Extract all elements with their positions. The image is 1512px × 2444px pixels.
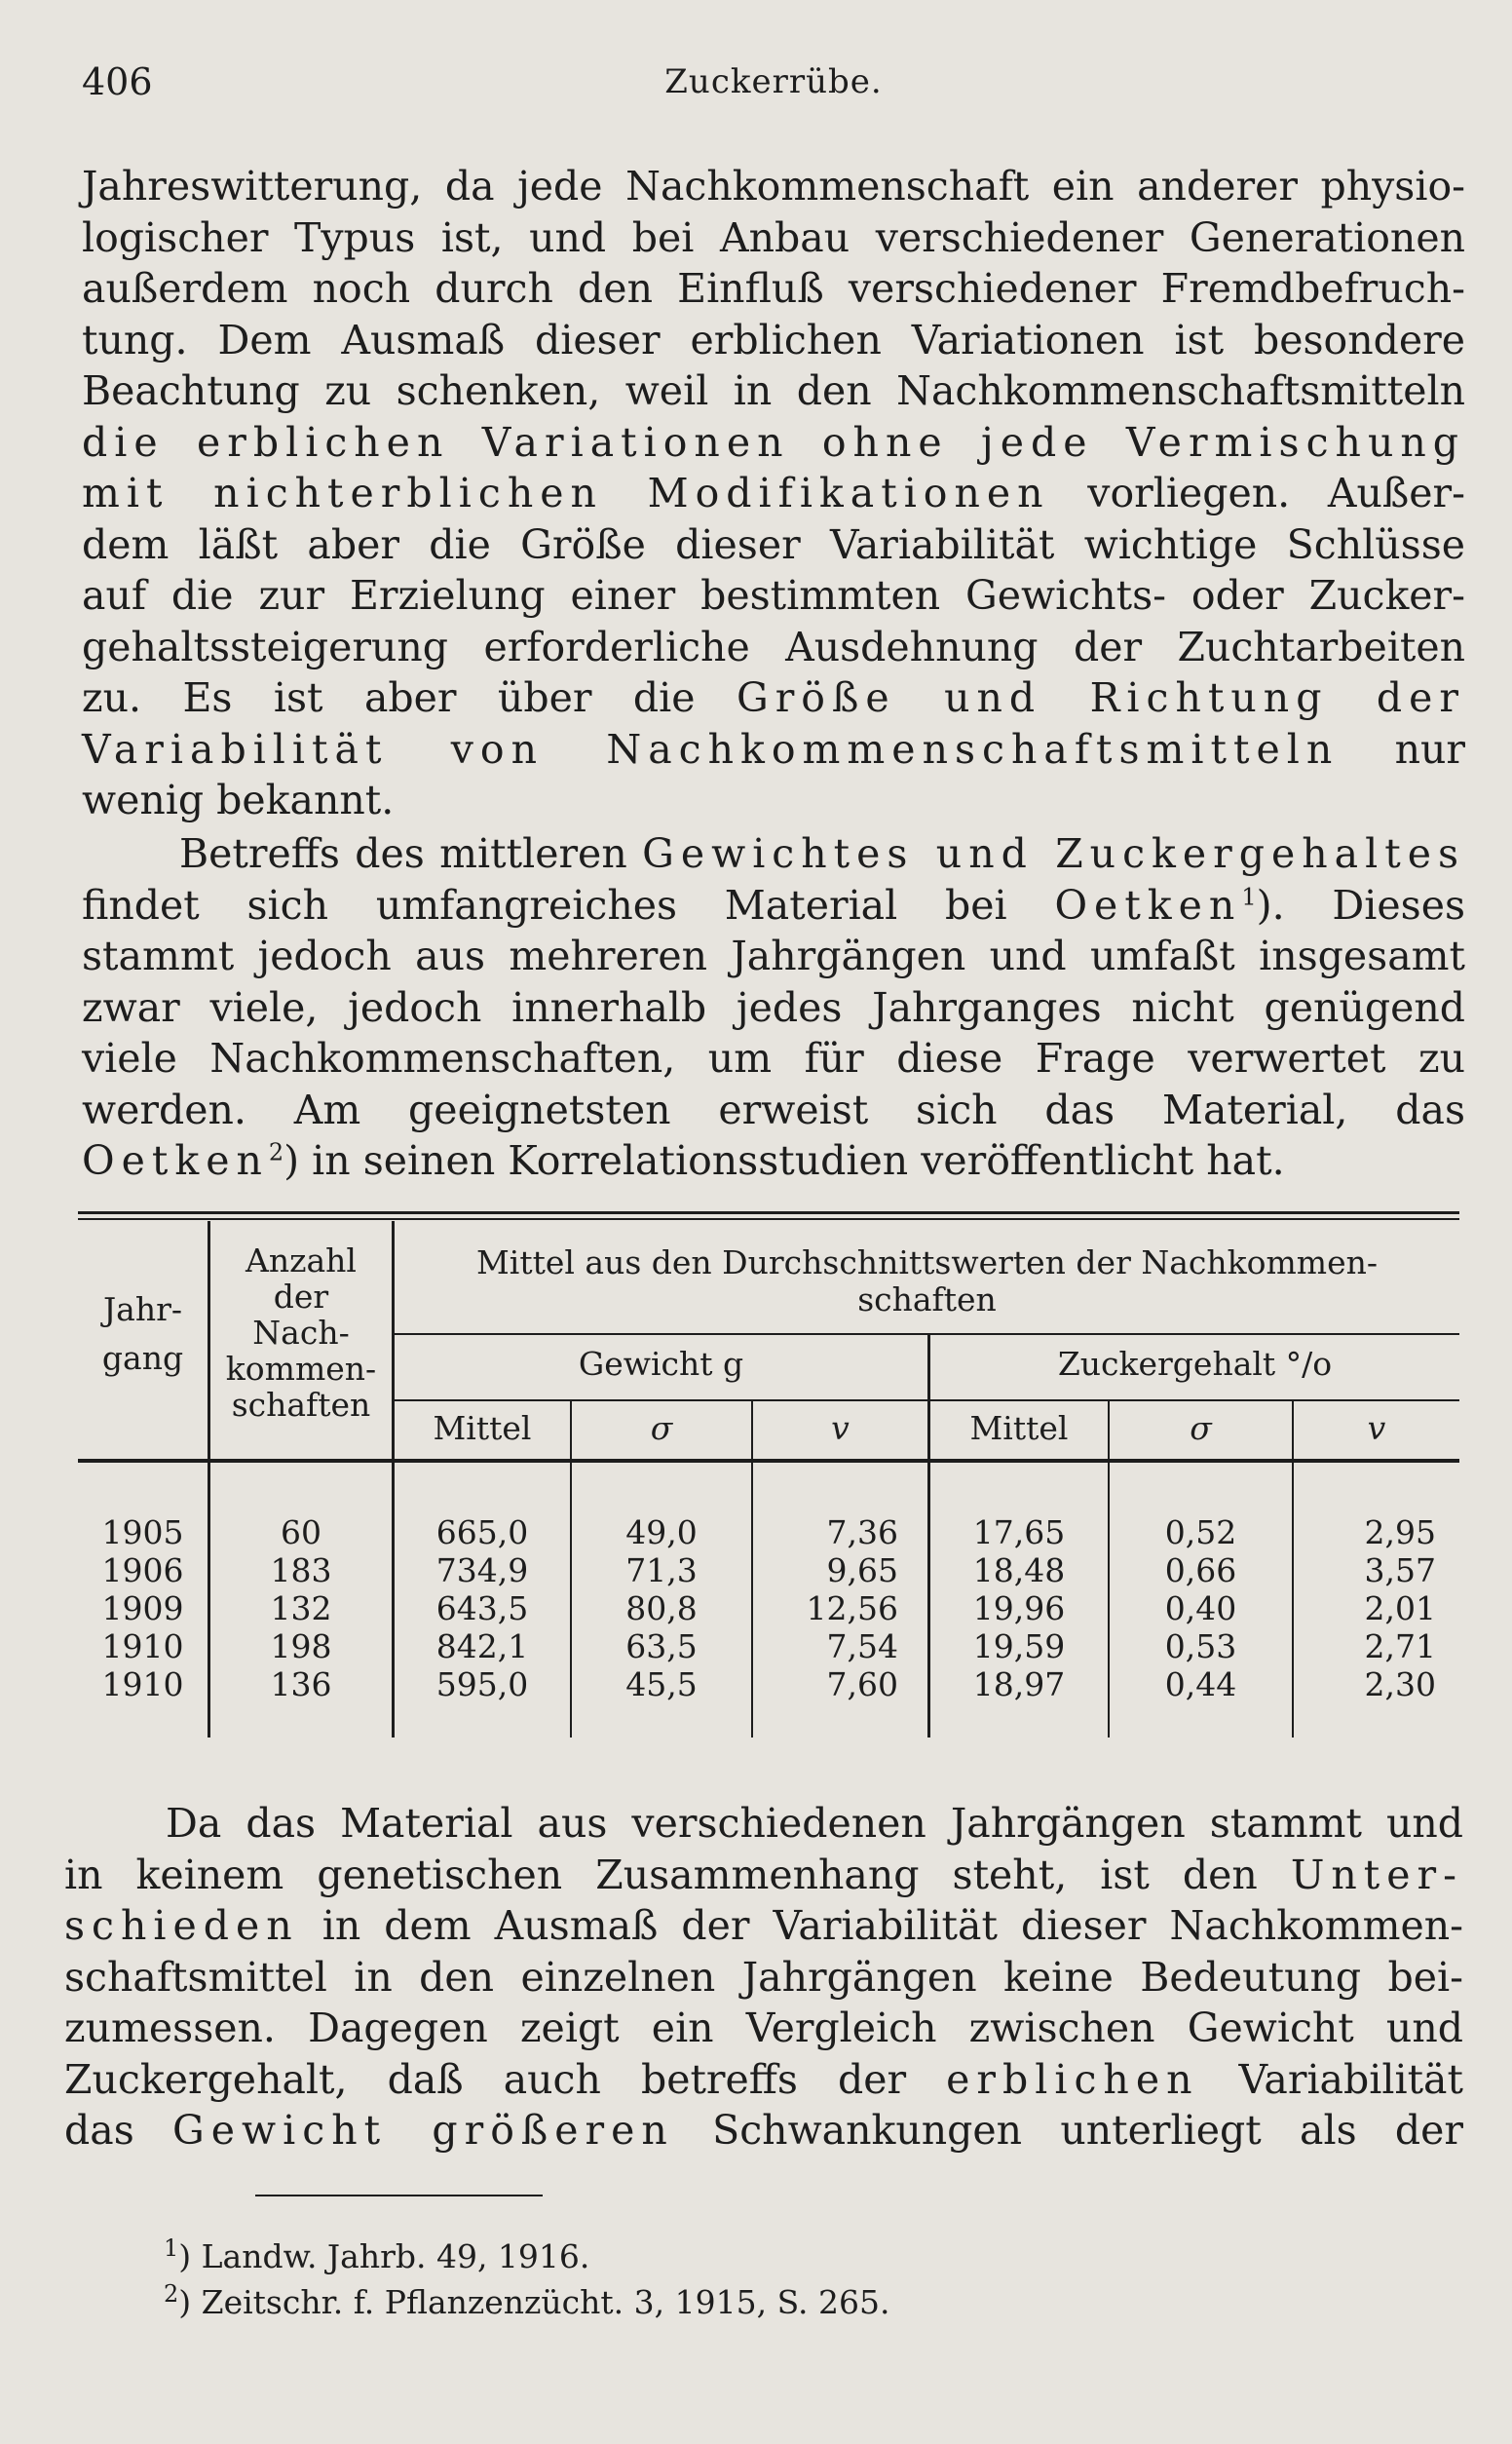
header-zuckergehalt: Zuckergehalt °/o: [1057, 1345, 1333, 1383]
column-zucker-sigma: 0,52 0,66 0,40 0,53 0,44: [1164, 1513, 1237, 1703]
header-mittel-group: Mittel aus den Durchschnittswerten der Nachkommen- schaften: [475, 1243, 1378, 1318]
text-line: außerdem noch durch den Einfluß verschiedener Fremdbefruch-: [82, 265, 1465, 312]
subheader-mittel: Mittel: [969, 1409, 1069, 1447]
author-name: Oetken: [1054, 881, 1242, 929]
text-line: [82, 672, 1465, 724]
text-run: Da das Material aus verschiedenen Jahrgängen stammt und: [166, 1800, 1463, 1847]
text-line: wenig bekannt.: [82, 777, 395, 823]
column-gewicht-mittel: 665,0 734,9 643,5 842,1 595,0: [435, 1513, 529, 1703]
text-line: [64, 1850, 1463, 1901]
header-bottom-rule: [78, 1459, 1459, 1463]
text-line: zwar viele, jedoch innerhalb jedes Jahrganges nicht genügend: [82, 983, 1465, 1031]
text-line: [82, 468, 1465, 519]
text-run: in dem Ausmaß der Variabilität dieser Nachkommen-: [298, 1902, 1463, 1949]
text-line: tung. Dem Ausmaß dieser erblichen Variationen ist besondere: [82, 316, 1465, 363]
text-run: zu. Es ist aber über die: [82, 674, 737, 721]
subheader-mittel: Mittel: [433, 1409, 532, 1447]
text-run: ). Dieses: [1256, 881, 1465, 929]
spaced-emphasis: Unter-: [1290, 1851, 1463, 1898]
text-line: auf die zur Erzielung einer bestimmten Gewichts- oder Zucker-: [82, 572, 1465, 619]
text-line: [82, 1135, 1465, 1187]
running-title: Zuckerrübe.: [664, 62, 883, 101]
data-table: [78, 1211, 1459, 1738]
paragraph-2: [82, 828, 1465, 1187]
column-gewicht-sigma: 49,0 71,3 80,8 63,5 45,5: [625, 1513, 698, 1703]
text-run: Variabilität: [1198, 2055, 1463, 2103]
footnote-ref[interactable]: 1: [1241, 882, 1257, 910]
text-run: Zuckergehalt, daß auch betreffs der: [64, 2055, 947, 2103]
text-line: [82, 880, 1465, 932]
text-line: werden. Am geeignetsten erweist sich das Material, das: [82, 1086, 1465, 1133]
text-run: Schwankungen unterliegt als der: [673, 2107, 1463, 2154]
header-rule: [395, 1399, 1459, 1401]
text-run: findet sich umfangreiches Material bei: [82, 881, 1055, 929]
text-line: [64, 2105, 1463, 2157]
text-line: viele Nachkommenschaften, um für diese Frage verwertet zu: [82, 1035, 1465, 1082]
paragraph-3: [64, 1798, 1463, 2157]
text-line: schaftsmittel in den einzelnen Jahrgängen keine Bedeutung bei-: [64, 1953, 1463, 2001]
column-zucker-mittel: 17,65 18,48 19,96 19,59 18,97: [972, 1513, 1066, 1703]
text-line: Jahreswitterung, da jede Nachkommenschaft ein anderer physio-: [82, 163, 1465, 210]
text-line: gehaltssteigerung erforderliche Ausdehnung der Zuchtarbeiten: [82, 623, 1465, 670]
footnote-mark: 1: [164, 2234, 179, 2262]
text-run: in keinem genetischen Zusammenhang steht, ist den: [64, 1851, 1291, 1898]
footnote-separator: [255, 2195, 543, 2196]
column-zucker-v: 2,95 3,57 2,01 2,71 2,30: [1364, 1513, 1436, 1703]
text-run: nur: [1339, 725, 1465, 773]
subheader-v: v: [831, 1409, 850, 1447]
header-anzahl: Anzahl der Nach- kommen- schaften: [225, 1241, 377, 1424]
footnote-mark: 2: [164, 2280, 179, 2308]
footnote-text: ) Zeitschr. f. Pflanzenzücht. 3, 1915, S. 265.: [178, 2283, 890, 2321]
footnote-1: [164, 2234, 590, 2276]
text-line: [64, 1900, 1463, 1952]
subheader-sigma: σ: [650, 1409, 673, 1447]
text-line: [82, 828, 1465, 880]
text-run: ) in seinen Korrelationsstudien veröffentlicht hat.: [284, 1137, 1285, 1184]
spaced-emphasis: Variabilität von Nachkommenschaftsmitteln: [82, 725, 1340, 773]
page-number: 406: [82, 60, 153, 103]
table-top-rule: [78, 1211, 1459, 1214]
text-line: [64, 1798, 1463, 1850]
text-line: zumessen. Dagegen zeigt ein Vergleich zwischen Gewicht und: [64, 2005, 1463, 2051]
text-run: das: [64, 2107, 173, 2154]
text-line: Beachtung zu schenken, weil in den Nachkommenschaftsmitteln: [82, 367, 1465, 414]
spaced-emphasis: Größe und Richtung der: [736, 674, 1465, 721]
header-gewicht: Gewicht g: [578, 1345, 744, 1383]
text-line: logischer Typus ist, und bei Anbau verschiedener Generationen: [82, 213, 1465, 261]
column-jahrgang: 1905 1906 1909 1910 1910: [101, 1513, 184, 1703]
spaced-emphasis: schieden: [64, 1902, 299, 1949]
text-run: vorliegen. Außer-: [1049, 470, 1465, 516]
spaced-emphasis: Gewicht größeren: [172, 2107, 674, 2154]
spaced-emphasis: mit nichterblichen Modifikationen: [82, 470, 1050, 516]
text-line: [64, 2054, 1463, 2106]
header-rule: [395, 1333, 1459, 1335]
footnote-text: ) Landw. Jahrb. 49, 1916.: [178, 2237, 590, 2275]
spaced-emphasis: Gewichtes und Zuckergehaltes: [642, 830, 1466, 877]
text-line: dem läßt aber die Größe dieser Variabilität wichtige Schlüsse: [82, 520, 1465, 568]
paragraph-1: [82, 161, 1465, 826]
column-gewicht-v: 7,36 9,65 12,56 7,54 7,60: [806, 1513, 898, 1703]
table-top-rule-2: [78, 1218, 1459, 1220]
footnote-ref[interactable]: 2: [268, 1138, 284, 1166]
text-line: [82, 724, 1465, 776]
page-header: [82, 60, 1465, 109]
spaced-emphasis: erblichen: [946, 2055, 1199, 2103]
text-line: stammt jedoch aus mehreren Jahrgängen und umfaßt insgesamt: [82, 933, 1465, 979]
spaced-emphasis-line: die erblichen Variationen ohne jede Vermischung: [82, 418, 1465, 466]
column-anzahl: 60 183 132 198 136: [270, 1513, 332, 1703]
author-name: Oetken: [82, 1137, 269, 1184]
footnote-2: [164, 2280, 890, 2322]
subheader-sigma: σ: [1190, 1409, 1212, 1447]
header-jahrgang: Jahr- gang: [101, 1290, 184, 1377]
text-run: Betreffs des mittleren: [179, 830, 643, 877]
subheader-v: v: [1367, 1409, 1386, 1447]
